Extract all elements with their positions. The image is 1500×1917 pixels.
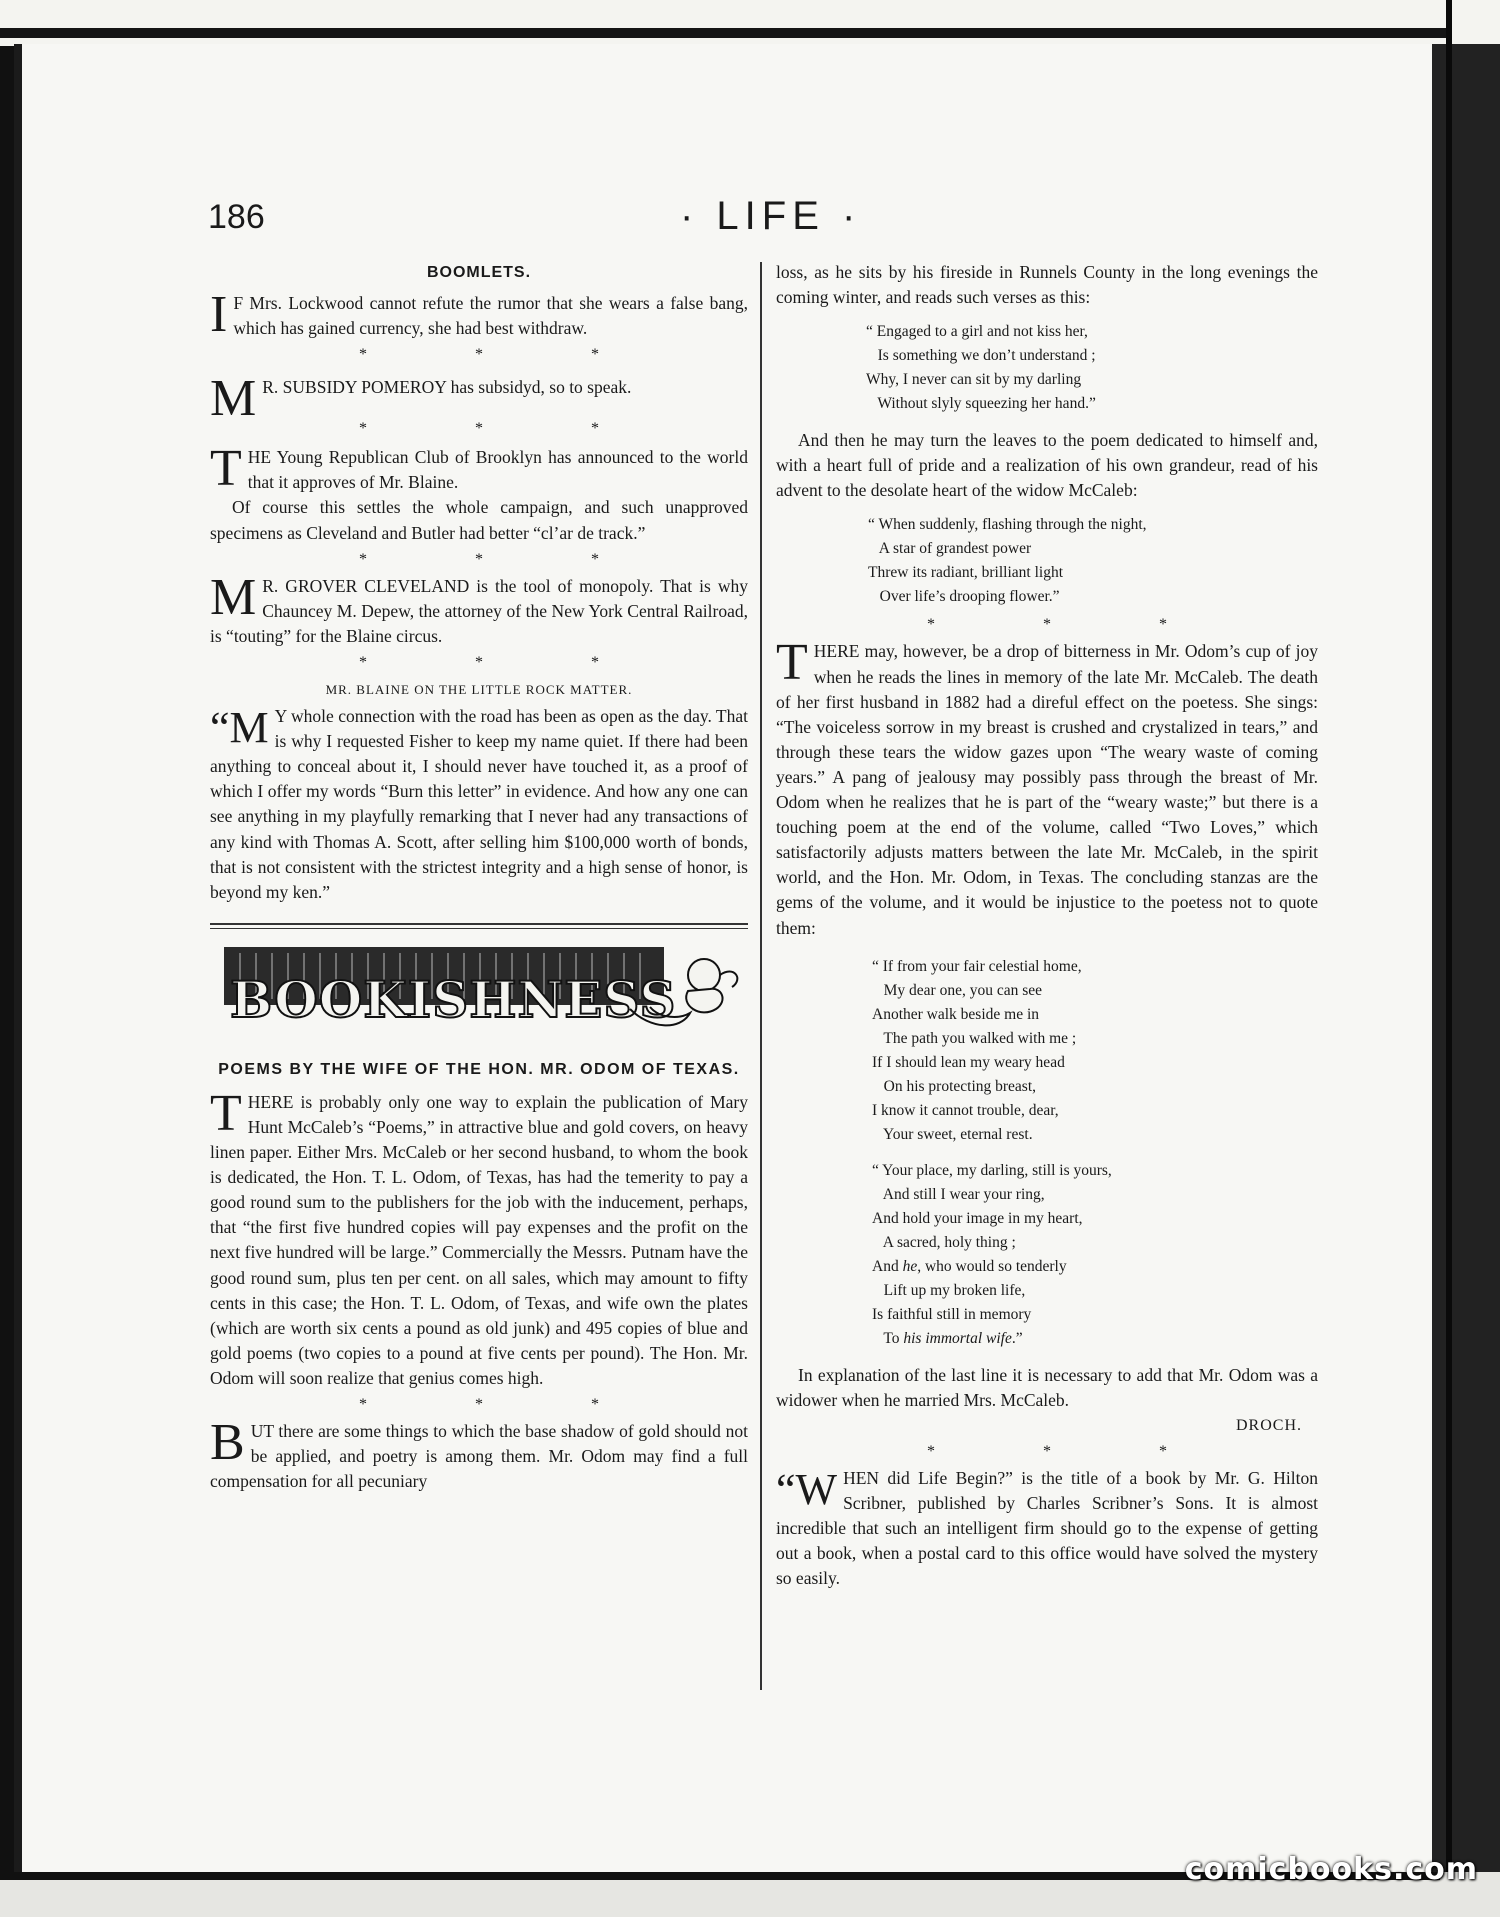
poem-line: And hold your image in my heart, (872, 1209, 1083, 1227)
section-stars: * * * (359, 653, 651, 671)
poem-line: My dear one, you can see (872, 981, 1043, 999)
drop-cap: “M (210, 703, 269, 753)
poems-heading: POEMS BY THE WIFE OF THE HON. MR. ODOM OF TEXAS. (218, 1060, 740, 1078)
drop-cap: T (776, 634, 808, 692)
section-stars: * * * (359, 346, 651, 364)
page-number: 186 (208, 198, 265, 236)
blaine-quote-text: Y whole connection with the road has been as open as the day. That is why I requested Fisher to keep my name quiet. If there had been anything to conceal about it, I should never have touched it, as a proof of which I offer my words “Burn this letter” in evidence. And how any one can see anything in my playfully remarking that I never had any transactions of any kind with Thomas A. Scott, after selling him $100,000 worth of bonds, that is not consistent with the strictest integrity and a high sense of honor, is beyond my ken.” (210, 706, 748, 902)
poem-line: If I should lean my weary head (872, 1053, 1065, 1071)
but-paragraph (210, 1414, 748, 1494)
poem-line: On his protecting breast, (872, 1077, 1037, 1095)
watermark-text: comicbooks.com (1184, 1852, 1478, 1887)
boomlet-text: HE Young Republican Club of Brooklyn has announced to the world that it approves of Mr. Blaine. (247, 447, 748, 493)
paragraph-dedication: And then he may turn the leaves to the poem dedicated to himself and, with a heart full of pride and a realization of his own grandeur, read of his advent to the desolate heart of the widow McCaleb: (776, 430, 1318, 501)
continued-text: loss, as he sits by his fireside in Runnels County in the long evenings the coming winter, and reads such verses as this: (776, 262, 1318, 308)
poem-line (872, 1327, 1318, 1351)
poem-line: And still I wear your ring, (872, 1185, 1045, 1203)
poem-line: Is faithful still in memory (872, 1305, 1032, 1323)
right-page-edge (1446, 0, 1452, 1917)
poem-line: “ When suddenly, flashing through the night, (868, 516, 1147, 534)
drop-cap: “W (776, 1464, 838, 1514)
masthead-title: · LIFE · (680, 194, 862, 238)
drop-cap: T (210, 1084, 242, 1142)
section-stars: * * * (359, 420, 651, 438)
poem-line: A sacred, holy thing ; (872, 1233, 1016, 1251)
cherub-wing-icon (720, 971, 737, 986)
boomlet-continuation: Of course this settles the whole campaign, and such unapproved specimens as Cleveland and Butler had better “cl’ar de track.” (210, 497, 748, 543)
banner-title: BOOKISHNESS (230, 969, 677, 1029)
poem-line: Why, I never can sit by my darling (866, 371, 1082, 389)
drop-cap: B (210, 1414, 245, 1471)
boomlets-heading: BOOMLETS. (426, 264, 532, 281)
cherub-body-icon (686, 989, 722, 1013)
boomlet-text: F Mrs. Lockwood cannot refute the rumor that she wears a false bang, which has gained currency, she had best withdraw. (233, 293, 748, 339)
poem-line: Threw its radiant, brilliant light (868, 564, 1063, 582)
boomlet-item (210, 568, 748, 649)
poem-line: Over life’s drooping flower.” (868, 588, 1060, 606)
bitterness-paragraph (776, 634, 1318, 940)
poems-review-text: HERE is probably only one way to explain the publication of Mary Hunt McCaleb’s “Poems,” in attractive blue and gold covers, on heavy linen paper. Either Mrs. McCaleb or her second husband, to whom the book is dedicated, the Hon. T. L. Odom, of Texas, has had the temerity to pay a good round sum to the publishers for the job with the inducement, perhaps, that “the first five hundred copies will pay expenses and the profit on the next five hundred will be large.” Commercially the Messrs. Putnam have the good round sum, plus ten per cent. on all sales, which may amount to fifty cents in this case; the Hon. T. L. Odom, of Texas, and wife own the plates (which are worth six cents a pound as old junk) and 495 copies of blue and gold poems (two copies to a pound at five cents per pound). The Hon. Mr. Odom will soon realize that genius comes high. (210, 1091, 748, 1388)
drop-cap: M (210, 370, 257, 428)
poem-line: Lift up my broken life, (872, 1281, 1026, 1299)
bookishness-banner (210, 939, 748, 1039)
poem-line: I know it cannot trouble, dear, (872, 1101, 1059, 1119)
poem-line: “ Engaged to a girl and not kiss her, (866, 323, 1088, 341)
poem-line: Is something we don’t understand ; (866, 347, 1096, 365)
section-rule (210, 923, 748, 929)
cherub-icon (688, 959, 720, 991)
poem-line: Another walk beside me in (872, 1005, 1040, 1023)
explanation-paragraph: In explanation of the last line it is necessary to add that Mr. Odom was a widower when he married Mrs. McCaleb. (776, 1364, 1318, 1410)
poem-fragment: And (872, 1257, 903, 1275)
boomlet-item (210, 440, 748, 498)
poem-line (872, 1255, 1318, 1279)
poem-line: Without slyly squeezing her hand.” (866, 395, 1096, 413)
top-page-edge (0, 28, 1450, 38)
poem-two-loves-stanza2 (872, 1159, 1318, 1351)
poem-italic: his immortal wife (903, 1329, 1012, 1347)
boomlet-text: R. GROVER CLEVELAND is the tool of monopoly. That is why Chauncey M. Depew, the attorney of the New York Central Railroad, is “touting” for the Blaine circus. (210, 575, 748, 646)
poem-italic: he (902, 1257, 918, 1275)
drop-cap: I (210, 286, 228, 344)
column-divider (760, 262, 762, 1690)
poem-line: A star of grandest power (868, 540, 1032, 558)
section-stars: * * * (359, 550, 651, 568)
left-column (210, 260, 748, 1494)
blaine-quote (210, 704, 748, 905)
boomlet-item (210, 286, 748, 344)
poem-line: “ If from your fair celestial home, (872, 957, 1082, 975)
poem-two-loves-stanza1 (872, 955, 1318, 1147)
poems-review (210, 1084, 748, 1391)
but-paragraph-text: UT there are some things to which the base shadow of gold should not be applied, and poetry is among them. Mr. Odom may find a full compensation for all pecuniary (210, 1421, 748, 1492)
top-background (0, 0, 1500, 46)
poem-fragment: To (872, 1329, 904, 1347)
poem-line: The path you walked with me ; (872, 1029, 1077, 1047)
drop-cap: M (210, 568, 257, 626)
drop-cap: T (210, 440, 242, 498)
blaine-subheading: MR. BLAINE ON THE LITTLE ROCK MATTER. (325, 681, 633, 697)
right-scan-shadow (1432, 44, 1500, 1917)
poem-star (868, 513, 1318, 609)
poem-fragment: , who would so tenderly (917, 1257, 1067, 1275)
right-column (776, 260, 1318, 1591)
poem-engaged (866, 320, 1318, 416)
when-paragraph-text: HEN did Life Begin?” is the title of a book by Mr. G. Hilton Scribner, published by Charles Scribner’s Sons. It is almost incredible that such an intelligent firm should go to the expense of getting out a book, when a postal card to this office would have solved the mystery so easily. (776, 1467, 1318, 1589)
section-stars: * * * (927, 616, 1219, 634)
poem-line: Your sweet, eternal rest. (872, 1125, 1033, 1143)
section-stars: * * * (359, 1396, 651, 1413)
section-stars: * * * (927, 1442, 1219, 1460)
author-signature: DROCH. (1235, 1416, 1302, 1434)
poem-fragment: .” (1011, 1329, 1023, 1347)
boomlet-text: R. SUBSIDY POMEROY has subsidyd, so to speak. (262, 377, 632, 398)
bitterness-text: HERE may, however, be a drop of bitterness in Mr. Odom’s cup of joy when he reads the lines in memory of the late Mr. McCaleb. The death of her first husband in 1882 had a direful effect on the poetess. She sings: “The voiceless sorrow in my breast is crushed and crystalized in tears,” and through these tears the widow gazes upon “The weary waste of coming years.” A pang of jealousy may possibly pass through the breast of Mr. Odom when he realizes that he is part of the “weary waste;” but there is a touching poem at the end of the volume, called “Two Loves,” which satisfactorily adjusts matters between the late Mr. McCaleb, in the spirit world, and the Hon. Mr. Odom, in Texas. The concluding stanzas are the gems of the volume, and it would be injustice to the poetess not to quote them: (776, 641, 1318, 938)
when-paragraph (776, 1466, 1318, 1591)
poem-line: “ Your place, my darling, still is yours, (872, 1161, 1112, 1179)
boomlet-item (210, 370, 748, 428)
